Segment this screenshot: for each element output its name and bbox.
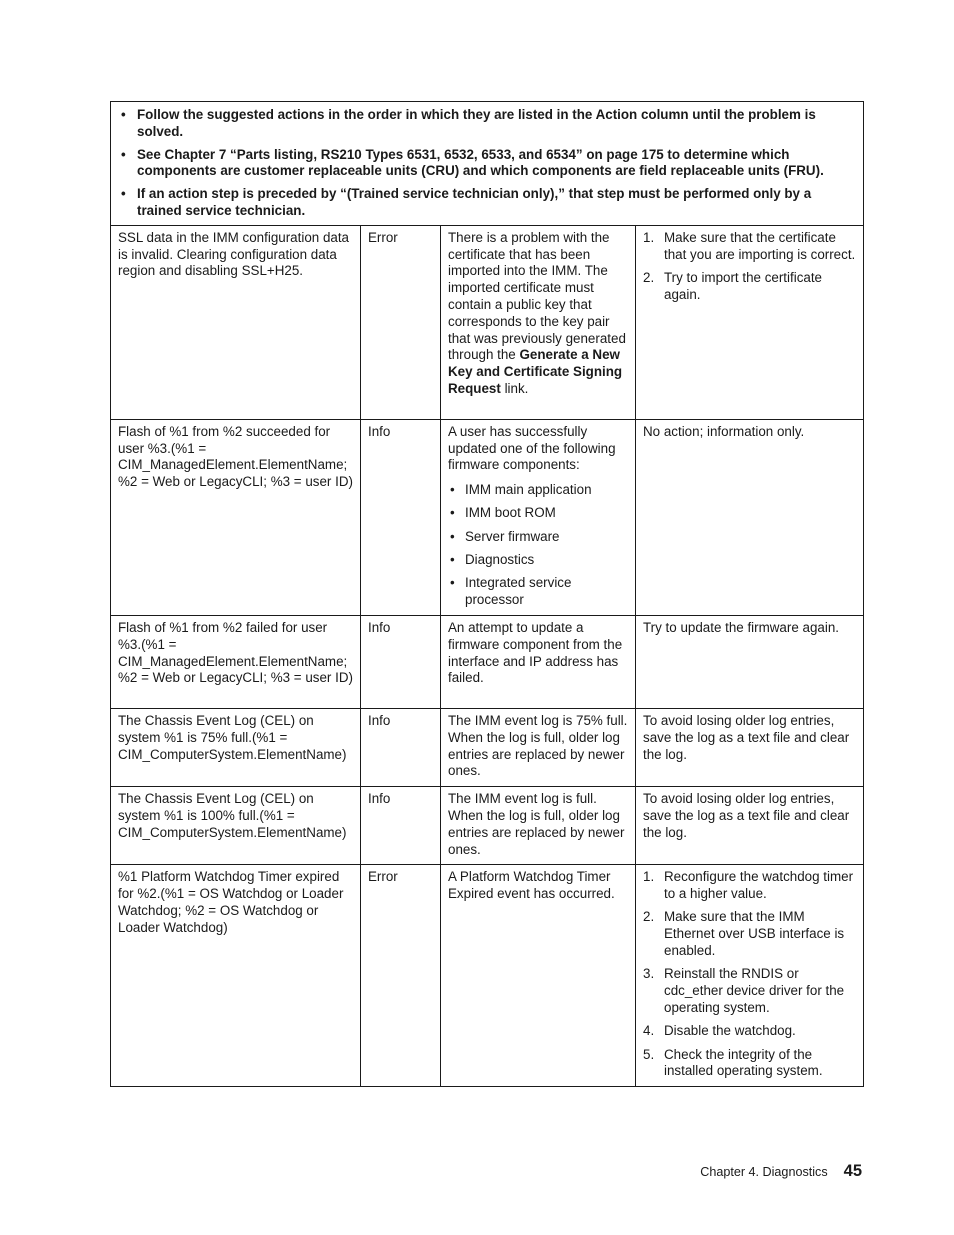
event-log-table	[110, 101, 864, 1087]
action-cell	[636, 865, 864, 1087]
action-steps	[643, 230, 856, 304]
severity-cell: Error	[361, 225, 441, 419]
action-cell: To avoid losing older log entries, save the log as a text file and clear the log.	[636, 787, 864, 865]
action-step	[643, 1023, 856, 1040]
severity-cell: Info	[361, 615, 441, 708]
explanation-cell	[441, 225, 636, 419]
severity-cell: Info	[361, 787, 441, 865]
step-number: 4.	[643, 1023, 655, 1039]
step-number: 1.	[643, 869, 655, 885]
step-text: Check the integrity of the installed operating system.	[664, 1046, 823, 1079]
table-row	[111, 787, 864, 865]
action-step	[643, 1047, 856, 1081]
step-number: 2.	[643, 909, 655, 925]
message-cell: The Chassis Event Log (CEL) on system %1 is 75% full.(%1 = CIM_ComputerSystem.ElementName)	[111, 708, 361, 786]
explanation-text: There is a problem with the certificate that has been imported into the IMM. The imported certificate must contain a public key that corresponds to the key pair that was previously generated through the	[448, 229, 626, 363]
note-item: • Follow the suggested actions in the order in which they are listed in the Action column until the problem is solved.	[119, 107, 855, 141]
action-steps	[643, 869, 856, 1080]
component-item: • Diagnostics	[448, 552, 628, 569]
step-text: Make sure that the IMM Ethernet over USB interface is enabled.	[664, 909, 845, 959]
step-number: 1.	[643, 229, 655, 245]
message-cell: Flash of %1 from %2 failed for user %3.(%1 = CIM_ManagedElement.ElementName; %2 = Web or LegacyCLI; %3 = user ID)	[111, 615, 361, 708]
explanation-cell: An attempt to update a firmware component from the interface and IP address has failed.	[441, 615, 636, 708]
explanation-cell: A Platform Watchdog Timer Expired event has occurred.	[441, 865, 636, 1087]
page-number: 45	[843, 1162, 862, 1180]
component-item: • Integrated service processor	[448, 575, 628, 609]
explanation-suffix: link.	[500, 380, 529, 396]
severity-cell: Error	[361, 865, 441, 1087]
notes-list	[119, 107, 855, 220]
action-cell: To avoid losing older log entries, save the log as a text file and clear the log.	[636, 708, 864, 786]
action-step	[643, 270, 856, 304]
message-cell: Flash of %1 from %2 succeeded for user %3.(%1 = CIM_ManagedElement.ElementName; %2 = Web or LegacyCLI; %3 = user ID)	[111, 419, 361, 615]
severity-cell: Info	[361, 419, 441, 615]
explanation-cell: The IMM event log is full. When the log is full, older log entries are replaced by newer ones.	[441, 787, 636, 865]
table-row	[111, 225, 864, 419]
note-item: • If an action step is preceded by “(Trained service technician only),” that step must be performed only by a trained service technician.	[119, 186, 855, 220]
component-item: • IMM main application	[448, 482, 628, 499]
notes-row	[111, 102, 864, 226]
step-text: Make sure that the certificate that you are importing is correct.	[664, 229, 856, 262]
message-cell: SSL data in the IMM configuration data is invalid. Clearing configuration data region and disabling SSL+H25.	[111, 225, 361, 419]
step-text: Reconfigure the watchdog timer to a higher value.	[664, 869, 854, 902]
explanation-cell	[441, 419, 636, 615]
component-list	[448, 482, 628, 609]
table-row	[111, 419, 864, 615]
action-step	[643, 230, 856, 264]
step-number: 2.	[643, 269, 655, 285]
table-row	[111, 865, 864, 1087]
component-item: • Server firmware	[448, 529, 628, 546]
table-row	[111, 615, 864, 708]
notes-cell	[111, 102, 864, 226]
page-footer	[700, 1162, 862, 1181]
step-number: 3.	[643, 966, 655, 982]
action-step	[643, 909, 856, 959]
table-row	[111, 708, 864, 786]
action-cell	[636, 225, 864, 419]
component-item: • IMM boot ROM	[448, 505, 628, 522]
action-step	[643, 869, 856, 903]
severity-cell: Info	[361, 708, 441, 786]
chapter-label: Chapter 4. Diagnostics	[700, 1165, 828, 1179]
action-cell: Try to update the firmware again.	[636, 615, 864, 708]
step-text: Try to import the certificate again.	[664, 269, 823, 302]
action-cell: No action; information only.	[636, 419, 864, 615]
message-cell: %1 Platform Watchdog Timer expired for %2.(%1 = OS Watchdog or Loader Watchdog; %2 = OS Watchdog or Loader Watchdog)	[111, 865, 361, 1087]
step-text: Reinstall the RNDIS or cdc_ether device driver for the operating system.	[664, 966, 845, 1015]
explanation-text: A user has successfully updated one of the following firmware components:	[448, 423, 616, 473]
action-step	[643, 966, 856, 1016]
note-item: • See Chapter 7 “Parts listing, RS210 Types 6531, 6532, 6533, and 6534” on page 175 to determine which components are customer replaceable units (CRU) and which components are field replaceable units (FRU).	[119, 147, 855, 181]
step-text: Disable the watchdog.	[664, 1023, 796, 1039]
explanation-cell: The IMM event log is 75% full. When the log is full, older log entries are replaced by newer ones.	[441, 708, 636, 786]
step-number: 5.	[643, 1046, 655, 1062]
link-name: Generate a New Key and Certificate Signing Request	[448, 347, 623, 396]
message-cell: The Chassis Event Log (CEL) on system %1 is 100% full.(%1 = CIM_ComputerSystem.ElementName)	[111, 787, 361, 865]
